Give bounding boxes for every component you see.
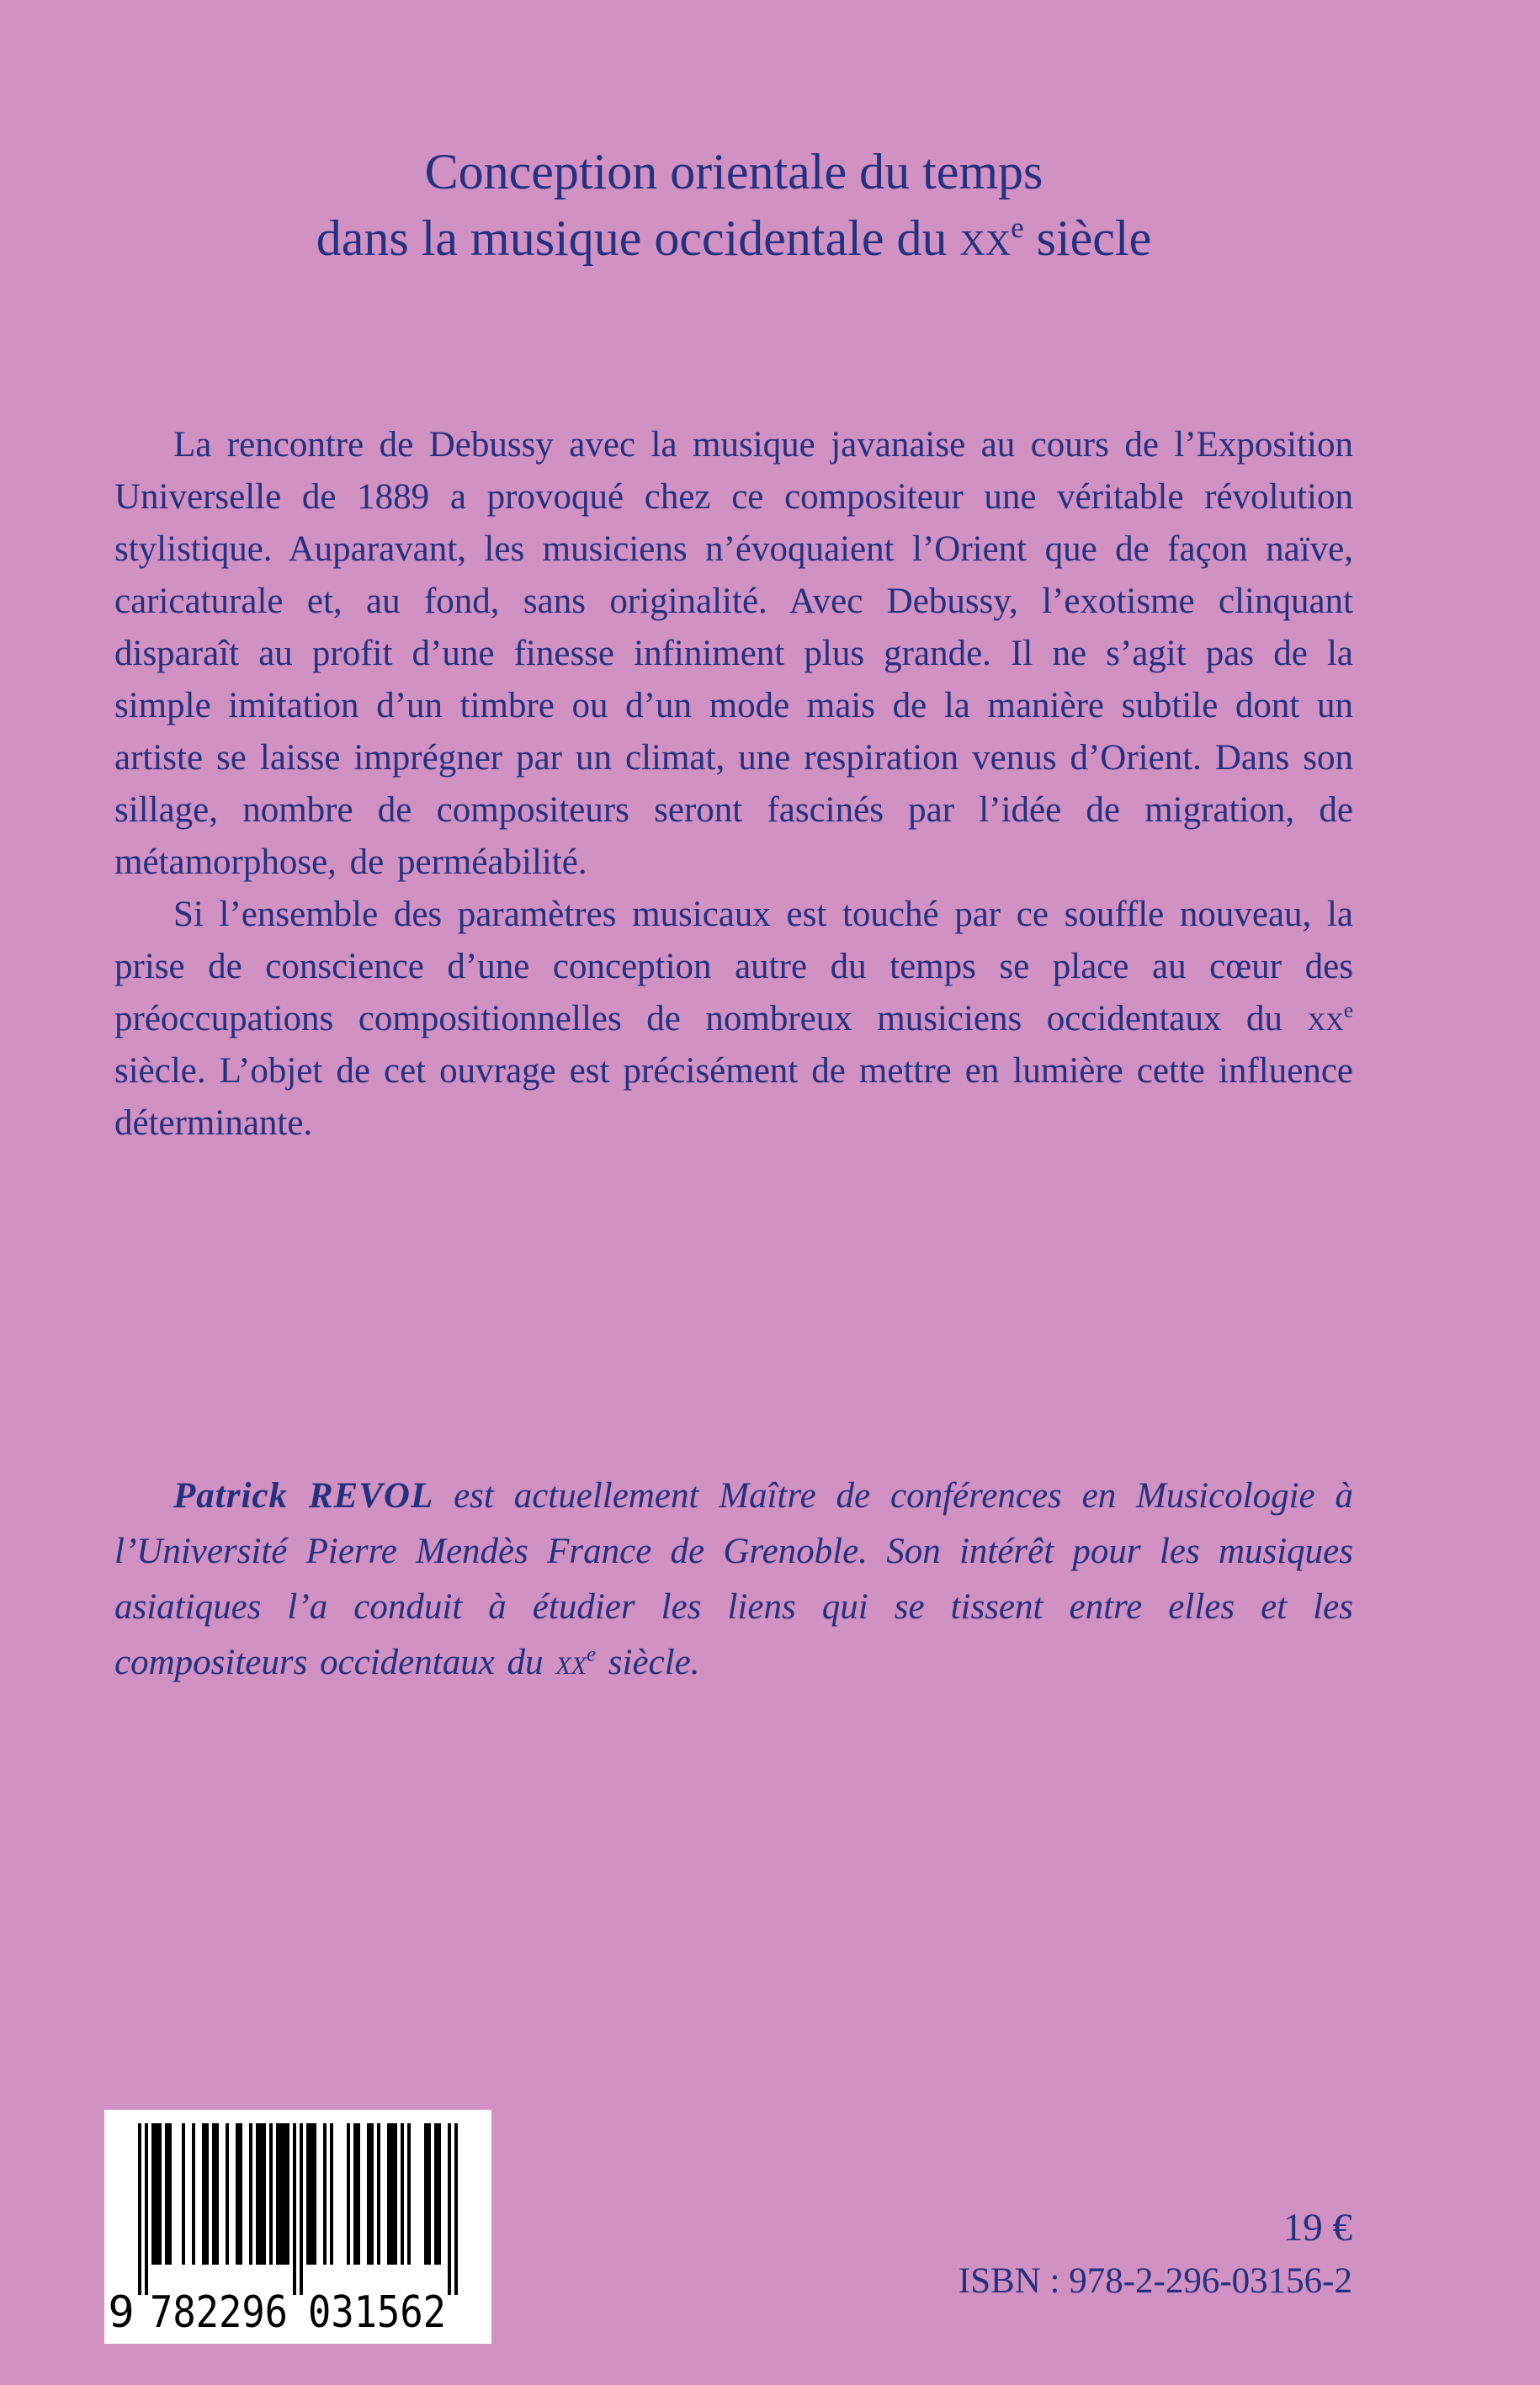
author-bio [114, 1469, 1353, 1691]
barcode-bars [138, 2123, 458, 2295]
synopsis-paragraph-2-end: siècle. L’objet de cet ouvrage est précisément de mettre en lumière cette influence déterminante. [114, 1051, 1353, 1143]
title-line-2 [114, 205, 1353, 272]
bio-ordinal-superscript: e [586, 1643, 597, 1666]
barcode-svg [104, 2110, 491, 2344]
title-line-2-text: dans la musique occidentale du [316, 210, 960, 267]
synopsis-roman-numeral: xx [1307, 999, 1344, 1038]
author-name: Patrick REVOL [173, 1476, 434, 1516]
barcode-digit-first: 9 [108, 2287, 135, 2338]
barcode-digits-right: 031562 [308, 2287, 446, 2338]
synopsis-paragraph-2 [114, 889, 1353, 1150]
title-line-2-end: siècle [1023, 210, 1152, 267]
barcode [104, 2110, 491, 2344]
synopsis-paragraph-2-text: Si l’ensemble des paramètres musicaux est touché par ce souffle nouveau, la prise de conscience d’une conception autre du temps se place au cœur des préoccupations compositionnelles de nombreux musiciens occidentaux du [114, 895, 1353, 1038]
title-line-1: Conception orientale du temps [424, 144, 1043, 199]
isbn: ISBN : 978-2-296-03156-2 [958, 2261, 1352, 2301]
synopsis [114, 419, 1353, 1150]
title-roman-numeral: xx [959, 210, 1012, 267]
author-bio-end: siècle. [596, 1643, 700, 1682]
synopsis-paragraph-1: La rencontre de Debussy avec la musique javanaise au cours de l’Exposition Universelle de 1889 a provoqué chez ce compositeur une véritable révolution stylistique. Auparavant, les musiciens n’évoquaient l’Orient que de façon naïve, caricaturale et, au fond, sans originalité. Avec Debussy, l’exotisme clinquant disparaît au profit d’une finesse infiniment plus grande. Il ne s’agit pas de la simple imitation d’un timbre ou d’un mode mais de la manière subtile dont un artiste se laisse imprégner par un climat, une respiration venus d’Orient. Dans son sillage, nombre de compositeurs seront fascinés par l’idée de migration, de métamorphose, de perméabilité. [114, 425, 1353, 882]
barcode-digits-left: 782296 [150, 2287, 288, 2338]
author-bio-text: est actuellement Maître de conférences en Musicologie à l’Université Pierre Mendès France de Grenoble. Son intérêt pour les musiques asiatiques l’a conduit à étudier les liens qui se tissent entre elles et les compositeurs occidentaux du [114, 1476, 1354, 1682]
title-ordinal-superscript: e [1011, 211, 1024, 245]
book-title [114, 139, 1353, 272]
bio-roman-numeral: xx [555, 1643, 587, 1682]
price: 19 € [1282, 2206, 1352, 2250]
synopsis-ordinal-superscript: e [1343, 999, 1353, 1023]
